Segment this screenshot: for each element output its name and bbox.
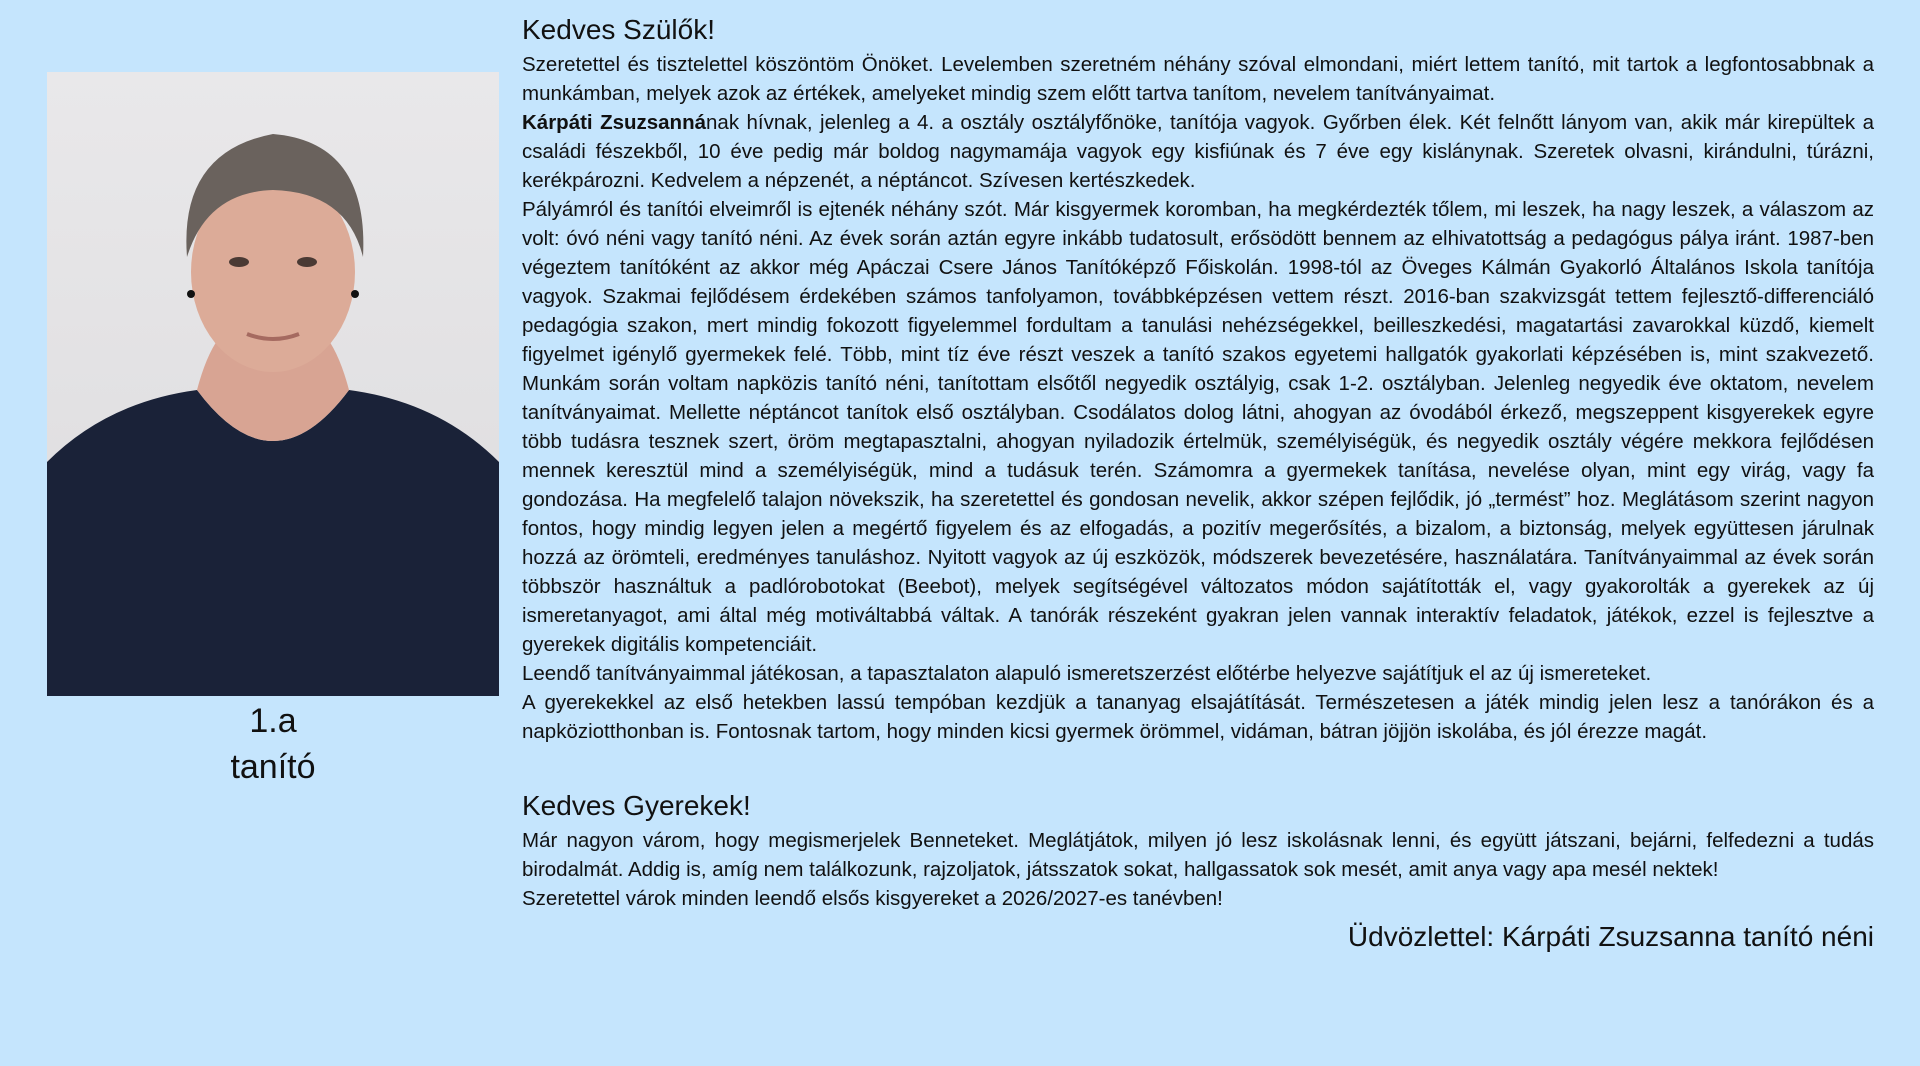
section-gap	[522, 746, 1874, 788]
caption-role: tanító	[230, 748, 316, 786]
parents-paragraph-3: Pályámról és tanítói elveimről is ejtenék néhány szót. Már kisgyermek koromban, ha megkérdezték tőlem, mi leszek, ha nagy leszek, a válaszom az volt: óvó néni vagy tanító néni. Az évek során aztán egyre inkább tudatosult, erősödött bennem az elhivatottság a pedagógus pálya iránt. 1987-ben végeztem tanítóként az akkor még Apáczai Csere János Tanítóképző Főiskolán. 1998-tól az Öveges Kálmán Gyakorló Általános Iskola tanítója vagyok. Szakmai fejlődésem érdekében számos tanfolyamon, továbbképzésen vettem részt. 2016-ban szakvizsgát tettem fejlesztő-differenciáló pedagógia szakon, mert mindig fokozott figyelemmel fordultam a tanulási nehézségekkel, beilleszkedési, magatartási zavarokkal küzdő, kiemelt figyelmet igénylő gyermekek felé. Több, mint tíz éve részt veszek a tanító szakos egyetemi hallgatók gyakorlati képzésében is, mint szakvezető. Munkám során voltam napközis tanító néni, tanítottam elsőtől negyedik osztályig, csak 1-2. osztályban. Jelenleg negyedik éve oktatom, nevelem tanítványaimat. Mellette néptáncot tanítok első osztályban. Csodálatos dolog látni, ahogyan az óvodából érkező, megszeppent kisgyerekek egyre több tudásra tesznek szert, öröm megtapasztalni, ahogyan nyiladozik értelmük, személyiségük, és negyedik osztály végére mekkora fejlődésen mennek keresztül mind a személyiségük, mind a tudásuk terén. Számomra a gyermekek tanítása, nevelése olyan, mint egy virág, vagy fa gondozása. Ha megfelelő talajon növekszik, ha szeretettel és gondosan nevelik, akkor szépen fejlődik, jó „termést” hoz. Meglátásom szerint nagyon fontos, hogy mindig legyen jelen a megértő figyelem és az elfogadás, a pozitív megerősítés, a bizalom, a biztonság, melyek együttesen járulnak hozzá az örömteli, eredményes tanuláshoz. Nyitott vagyok az új eszközök, módszerek bevezetésére, használatára. Tanítványaimmal az évek során többször használtuk a padlórobotokat (Beebot), melyek segítségével változatos módon sajátították el, vagy gyakorolták a gyerekek az új ismeretanyagot, ami által még motiváltabbá váltak. A tanórák részeként gyakran jelen vannak interaktív feladatok, játékok, ezzel is fejlesztve a gyerekek digitális kompetenciáit.	[522, 198, 1874, 656]
signature: Üdvözlettel: Kárpáti Zsuzsanna tanító néni	[1347, 921, 1874, 952]
children-heading: Kedves Gyerekek!	[522, 790, 751, 821]
teacher-photo	[47, 72, 499, 696]
parents-paragraph-1: Szeretettel és tisztelettel köszöntöm Önöket. Levelemben szeretném néhány szóval elmondani, miért lettem tanító, mit tartok a legfontosabbnak a munkámban, melyek azok az értékek, amelyeket mindig szem előtt tartva tanítom, nevelem tanítványaimat.	[522, 53, 1874, 105]
left-column	[47, 72, 499, 790]
parents-paragraph-2-text: nak hívnak, jelenleg a 4. a osztály osztályfőnöke, tanítója vagyok. Győrben élek. Két felnőtt lányom van, akik már kirepültek a családi fészekből, 10 éve pedig már boldog nagymamája vagyok egy kisfiúnak és 7 éve egy kislánynak. Szeretek olvasni, kirándulni, túrázni, kerékpározni. Kedvelem a népzenét, a néptáncot. Szívesen kertészkedek.	[522, 111, 1874, 192]
teacher-name: Kárpáti Zsuzsanná	[522, 111, 707, 134]
parents-heading: Kedves Szülők!	[522, 14, 715, 45]
parents-paragraph-2	[522, 108, 1874, 195]
portrait-illustration	[47, 72, 499, 696]
children-paragraph-2: Szeretettel várok minden leendő elsős kisgyereket a 2026/2027-es tanévben!	[522, 887, 1223, 910]
parents-paragraph-4: Leendő tanítványaimmal játékosan, a tapasztalaton alapuló ismeretszerzést előtérbe helyezve sajátítjuk el az új ismereteket.	[522, 662, 1652, 685]
parents-paragraph-5: A gyerekekkel az első hetekben lassú tempóban kezdjük a tananyag elsajátítását. Természetesen a játék mindig jelen lesz a tanórákon és a napköziotthonban is. Fontosnak tartom, hogy minden kicsi gyermek örömmel, vidáman, bátran jöjjön iskolába, és jól érezze magát.	[522, 691, 1874, 743]
photo-caption	[47, 698, 499, 790]
children-paragraph-1: Már nagyon várom, hogy megismerjelek Benneteket. Meglátjátok, milyen jó lesz iskolásnak lenni, és együtt játszani, bejárni, felfedezni a tudás birodalmát. Addig is, amíg nem találkozunk, rajzoljatok, játsszatok sokat, hallgassatok sok mesét, amit anya vagy apa mesél nektek!	[522, 829, 1874, 881]
letter	[522, 12, 1874, 957]
caption-class: 1.a	[249, 702, 297, 740]
